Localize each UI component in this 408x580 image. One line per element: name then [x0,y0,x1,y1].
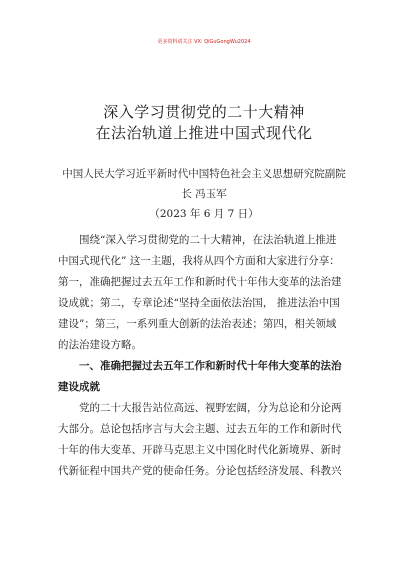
body-line: 党的二十大报告站位高远、视野宏阔，分为总论和分论两 [58,402,342,414]
watermark-text: 更多资料请关注 VX: QiGuGongWu2024 [157,39,251,45]
author-line-1: 中国人民大学习近平新时代中国特色社会主义思想研究院副院 [62,168,346,180]
author-line-2: 长 冯玉军 [181,188,227,200]
body-line: 十年的伟大变革、开辟马克思主义中国化时代化新境界、新时 [58,444,342,456]
title-line-1: 深入学习贯彻党的二十大精神 [103,103,305,121]
body-line: 代新征程中国共产党的使命任务。分论包括经济发展、科教兴 [58,465,342,477]
body-line: 中国式现代化” 这一主题，我将从四个方面和大家进行分享： [58,255,340,267]
date-line: （2023 年 6 月 7 日） [149,208,259,220]
body-line: 围绕“深入学习贯彻党的二十大精神，在法治轨道上推进 [58,234,337,246]
document-body [58,230,354,482]
body-line: 建设”；第三，一系列重大创新的法治表述；第四，相关领域 [58,318,337,330]
body-line: 的法治建设方略。 [58,339,142,351]
title-line-2: 在法治轨道上推进中国式现代化 [95,124,313,142]
section-heading-line-2: 建设成就 [58,381,100,393]
body-line: 大部分。总论包括序言与大会主题、过去五年的工作和新时代 [58,423,342,435]
body-line: 设成就；第二，专章论述“坚持全面依法治国， 推进法治中国 [58,297,340,309]
section-heading-line-1: 一、准确把握过去五年工作和新时代十年伟大变革的法治 [58,360,342,372]
body-line: 第一，准确把握过去五年工作和新时代十年伟大变革的法治建 [58,276,342,288]
